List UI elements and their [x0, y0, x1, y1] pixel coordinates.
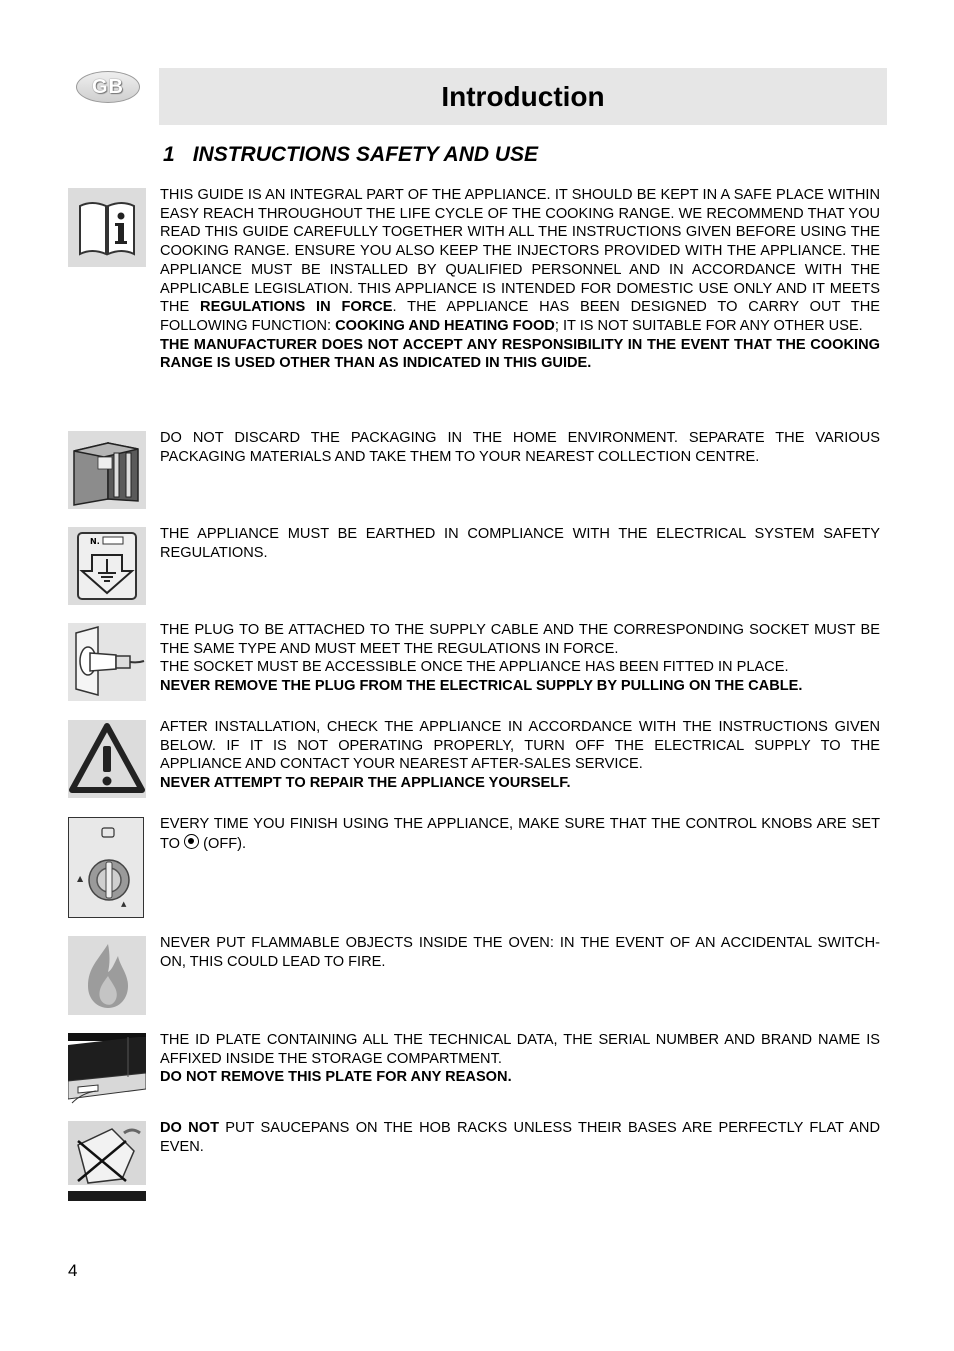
- plug-socket-icon: [68, 623, 146, 701]
- regulations-emphasis: REGULATIONS IN FORCE: [200, 299, 393, 316]
- knobs-text-end: (OFF).: [199, 835, 247, 852]
- earth-plate-label: N.: [90, 537, 100, 546]
- socket-text: THE SOCKET MUST BE ACCESSIBLE ONCE THE APPLIANCE HAS BEEN FITTED IN PLACE.: [160, 659, 789, 676]
- flammable-text: NEVER PUT FLAMMABLE OBJECTS INSIDE THE OVEN: IN THE EVENT OF AN ACCIDENTAL SWITCH-ON, THIS COULD LEAD TO FIRE.: [160, 935, 880, 970]
- info-manual-icon: [68, 188, 146, 267]
- plug-warning: NEVER REMOVE THE PLUG FROM THE ELECTRICAL SUPPLY BY PULLING ON THE CABLE.: [160, 678, 803, 695]
- instruction-text: [160, 621, 880, 696]
- flame-icon: [68, 936, 146, 1015]
- function-emphasis: COOKING AND HEATING FOOD: [335, 317, 555, 334]
- installation-text: AFTER INSTALLATION, CHECK THE APPLIANCE IN ACCORDANCE WITH THE INSTRUCTIONS GIVEN BELOW. IF IT IS NOT OPERATING PROPERLY, TURN OFF THE ELECTRICAL SUPPLY TO THE APPLIANCE AND CONTACT YOUR NEAREST AFTER-SALES SERVICE.: [160, 719, 880, 773]
- instruction-text: [160, 186, 880, 373]
- section-number: 1: [163, 143, 175, 166]
- instruction-text: [160, 815, 880, 853]
- control-knob-icon: [68, 817, 144, 918]
- instruction-text: [160, 1119, 880, 1156]
- page-number: 4: [68, 1261, 78, 1280]
- svg-text:▲: ▲: [121, 900, 127, 908]
- id-plate-compartment-icon: [68, 1033, 146, 1105]
- id-plate-text: THE ID PLATE CONTAINING ALL THE TECHNICAL DATA, THE SERIAL NUMBER AND BRAND NAME IS AFFIXED INSIDE THE STORAGE COMPARTMENT.: [160, 1032, 880, 1067]
- guide-text-end: ; IT IS NOT SUITABLE FOR ANY OTHER USE.: [554, 317, 863, 334]
- instruction-text: [160, 525, 880, 562]
- page-title: Introduction: [441, 80, 605, 112]
- guide-text: THIS GUIDE IS AN INTEGRAL PART OF THE APPLIANCE. IT SHOULD BE KEPT IN A SAFE PLACE WITHIN EASY REACH THROUGHOUT THE LIFE CYCLE OF THE COOKING RANGE. WE RECOMMEND THAT YOU READ THIS GUIDE CAREFULLY TOGETHER WITH ALL THE INSTRUCTIONS GIVEN BEFORE USING THE COOKING RANGE. ENSURE YOU ALSO KEEP THE INJECTORS PROVIDED WITH THE APPLIANCE. THE APPLIANCE MUST BE INSTALLED BY QUALIFIED PERSONNEL AND IN ACCORDANCE WITH THE APPLICABLE LEGISLATION. THIS APPLIANCE IS INTENDED FOR DOMESTIC USE ONLY AND IT MEETS THE: [160, 187, 880, 316]
- earth-ground-icon: [68, 527, 146, 605]
- earthing-text: THE APPLIANCE MUST BE EARTHED IN COMPLIANCE WITH THE ELECTRICAL SYSTEM SAFETY REGULATIONS.: [160, 526, 880, 561]
- instruction-text: [160, 429, 880, 466]
- saucepan-text: PUT SAUCEPANS ON THE HOB RACKS UNLESS THEIR BASES ARE PERFECTLY FLAT AND EVEN.: [160, 1120, 880, 1155]
- guide-text-cont: . THE APPLIANCE HAS BEEN DESIGNED TO CARRY OUT THE FOLLOWING FUNCTION:: [160, 299, 880, 334]
- packaging-box-icon: [68, 431, 146, 509]
- instruction-text: [160, 718, 880, 793]
- instruction-text: [160, 1031, 880, 1087]
- saucepan-lead: DO NOT: [160, 1120, 219, 1136]
- warning-triangle-icon: [68, 720, 146, 798]
- svg-text:▲: ▲: [77, 874, 84, 883]
- plug-text: THE PLUG TO BE ATTACHED TO THE SUPPLY CABLE AND THE CORRESPONDING SOCKET MUST BE THE SAME TYPE AND MUST MEET THE REGULATIONS IN FORCE.: [160, 622, 880, 657]
- liability-warning: THE MANUFACTURER DOES NOT ACCEPT ANY RESPONSIBILITY IN THE EVENT THAT THE COOKING RANGE IS USED OTHER THAN AS INDICATED IN THIS GUIDE.: [160, 336, 880, 372]
- packaging-text: DO NOT DISCARD THE PACKAGING IN THE HOME ENVIRONMENT. SEPARATE THE VARIOUS PACKAGING MATERIALS AND TAKE THEM TO YOUR NEAREST COLLECTION CENTRE.: [160, 430, 880, 465]
- section-title-text: INSTRUCTIONS SAFETY AND USE: [192, 143, 539, 166]
- off-position-icon: [184, 834, 199, 849]
- repair-warning: NEVER ATTEMPT TO REPAIR THE APPLIANCE YOURSELF.: [160, 775, 571, 792]
- section-title: [163, 143, 538, 167]
- saucepan-prohibited-icon: [68, 1121, 146, 1201]
- id-plate-warning: DO NOT REMOVE THIS PLATE FOR ANY REASON.: [160, 1069, 512, 1086]
- knobs-text: EVERY TIME YOU FINISH USING THE APPLIANCE, MAKE SURE THAT THE CONTROL KNOBS ARE SET TO: [160, 816, 880, 852]
- instruction-text: [160, 934, 880, 971]
- language-badge: GB: [76, 71, 140, 103]
- page-header: [159, 68, 887, 125]
